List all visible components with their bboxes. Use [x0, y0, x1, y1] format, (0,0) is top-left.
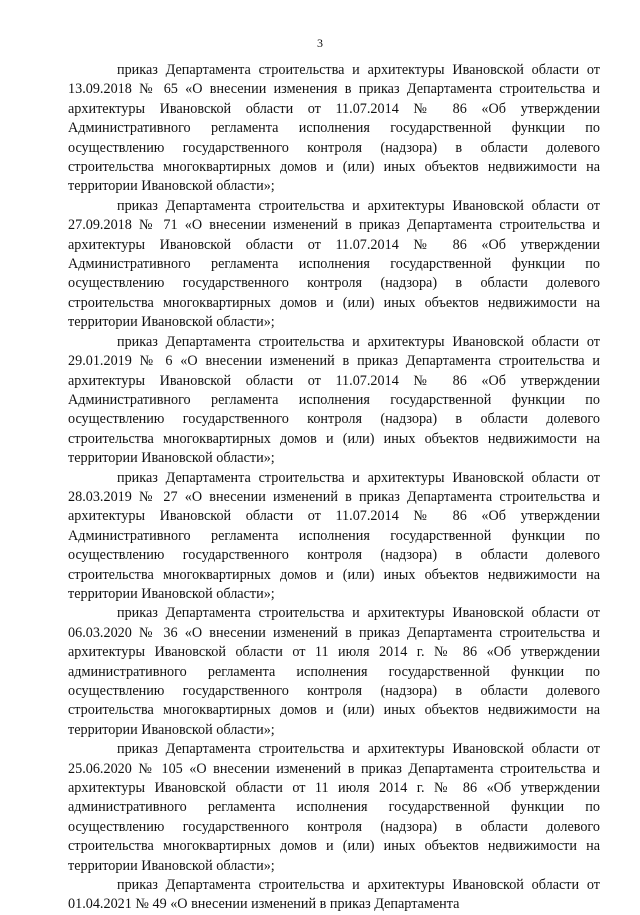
paragraph-order-2019-6: приказ Департамента строительства и архитектуры Ивановской области от 29.01.2019 № 6 «О внесении изменений в приказ Департамента строительства и архитектуры Ивановской области от 11.07.2014 № 86 «Об утверждении Административного регламента исполнения государственной функции по осуществлению государственного контроля (надзора) в области долевого строительства многоквартирных домов и (или) иных объектов недвижимости на территории Ивановской области»;	[68, 333, 600, 467]
paragraph-order-2018-65: приказ Департамента строительства и архитектуры Ивановской области от 13.09.2018 № 65 «О внесении изменения в приказ Департамента строительства и архитектуры Ивановской области от 11.07.2014 № 86 «Об утверждении Административного регламента исполнения государственной функции по осуществлению государственного контроля (надзора) в области долевого строительства многоквартирных домов и (или) иных объектов недвижимости на территории Ивановской области»;	[68, 62, 600, 195]
paragraph-order-2018-71: приказ Департамента строительства и архитектуры Ивановской области от 27.09.2018 № 71 «О внесении изменений в приказ Департамента строительства и архитектуры Ивановской области от 11.07.2014 № 86 «Об утверждении Административного регламента исполнения государственной функции по осуществлению государственного контроля (надзора) в области долевого строительства многоквартирных домов и (или) иных объектов недвижимости на территории Ивановской области»;	[68, 197, 600, 331]
document-body	[68, 61, 600, 915]
paragraph-order-2020-36: приказ Департамента строительства и архитектуры Ивановской области от 06.03.2020 № 36 «О внесении изменений в приказ Департамента строительства и архитектуры Ивановской области от 11 июля 2014 г. № 86 «Об утверждении административного регламента исполнения государственной функции по осуществлению государственного контроля (надзора) в области долевого строительства многоквартирных домов и (или) иных объектов недвижимости на территории Ивановской области»;	[68, 605, 600, 738]
paragraph-order-2020-105: приказ Департамента строительства и архитектуры Ивановской области от 25.06.2020 № 105 «О внесении изменений в приказ Департамента строительства и архитектуры Ивановской области от 11 июля 2014 г. № 86 «Об утверждении административного регламента исполнения государственной функции по осуществлению государственного контроля (надзора) в области долевого строительства многоквартирных домов и (или) иных объектов недвижимости на территории Ивановской области»;	[68, 741, 600, 874]
page-number: 3	[317, 36, 323, 50]
paragraph-order-2019-27: приказ Департамента строительства и архитектуры Ивановской области от 28.03.2019 № 27 «О внесении изменений в приказ Департамента строительства и архитектуры Ивановской области от 11.07.2014 № 86 «Об утверждении Административного регламента исполнения государственной функции по осуществлению государственного контроля (надзора) в области долевого строительства многоквартирных домов и (или) иных объектов недвижимости на территории Ивановской области»;	[68, 469, 600, 602]
paragraph-order-2021-49: приказ Департамента строительства и архитектуры Ивановской области от 01.04.2021 № 49 «О внесении изменений в приказ Департамента	[68, 877, 600, 913]
